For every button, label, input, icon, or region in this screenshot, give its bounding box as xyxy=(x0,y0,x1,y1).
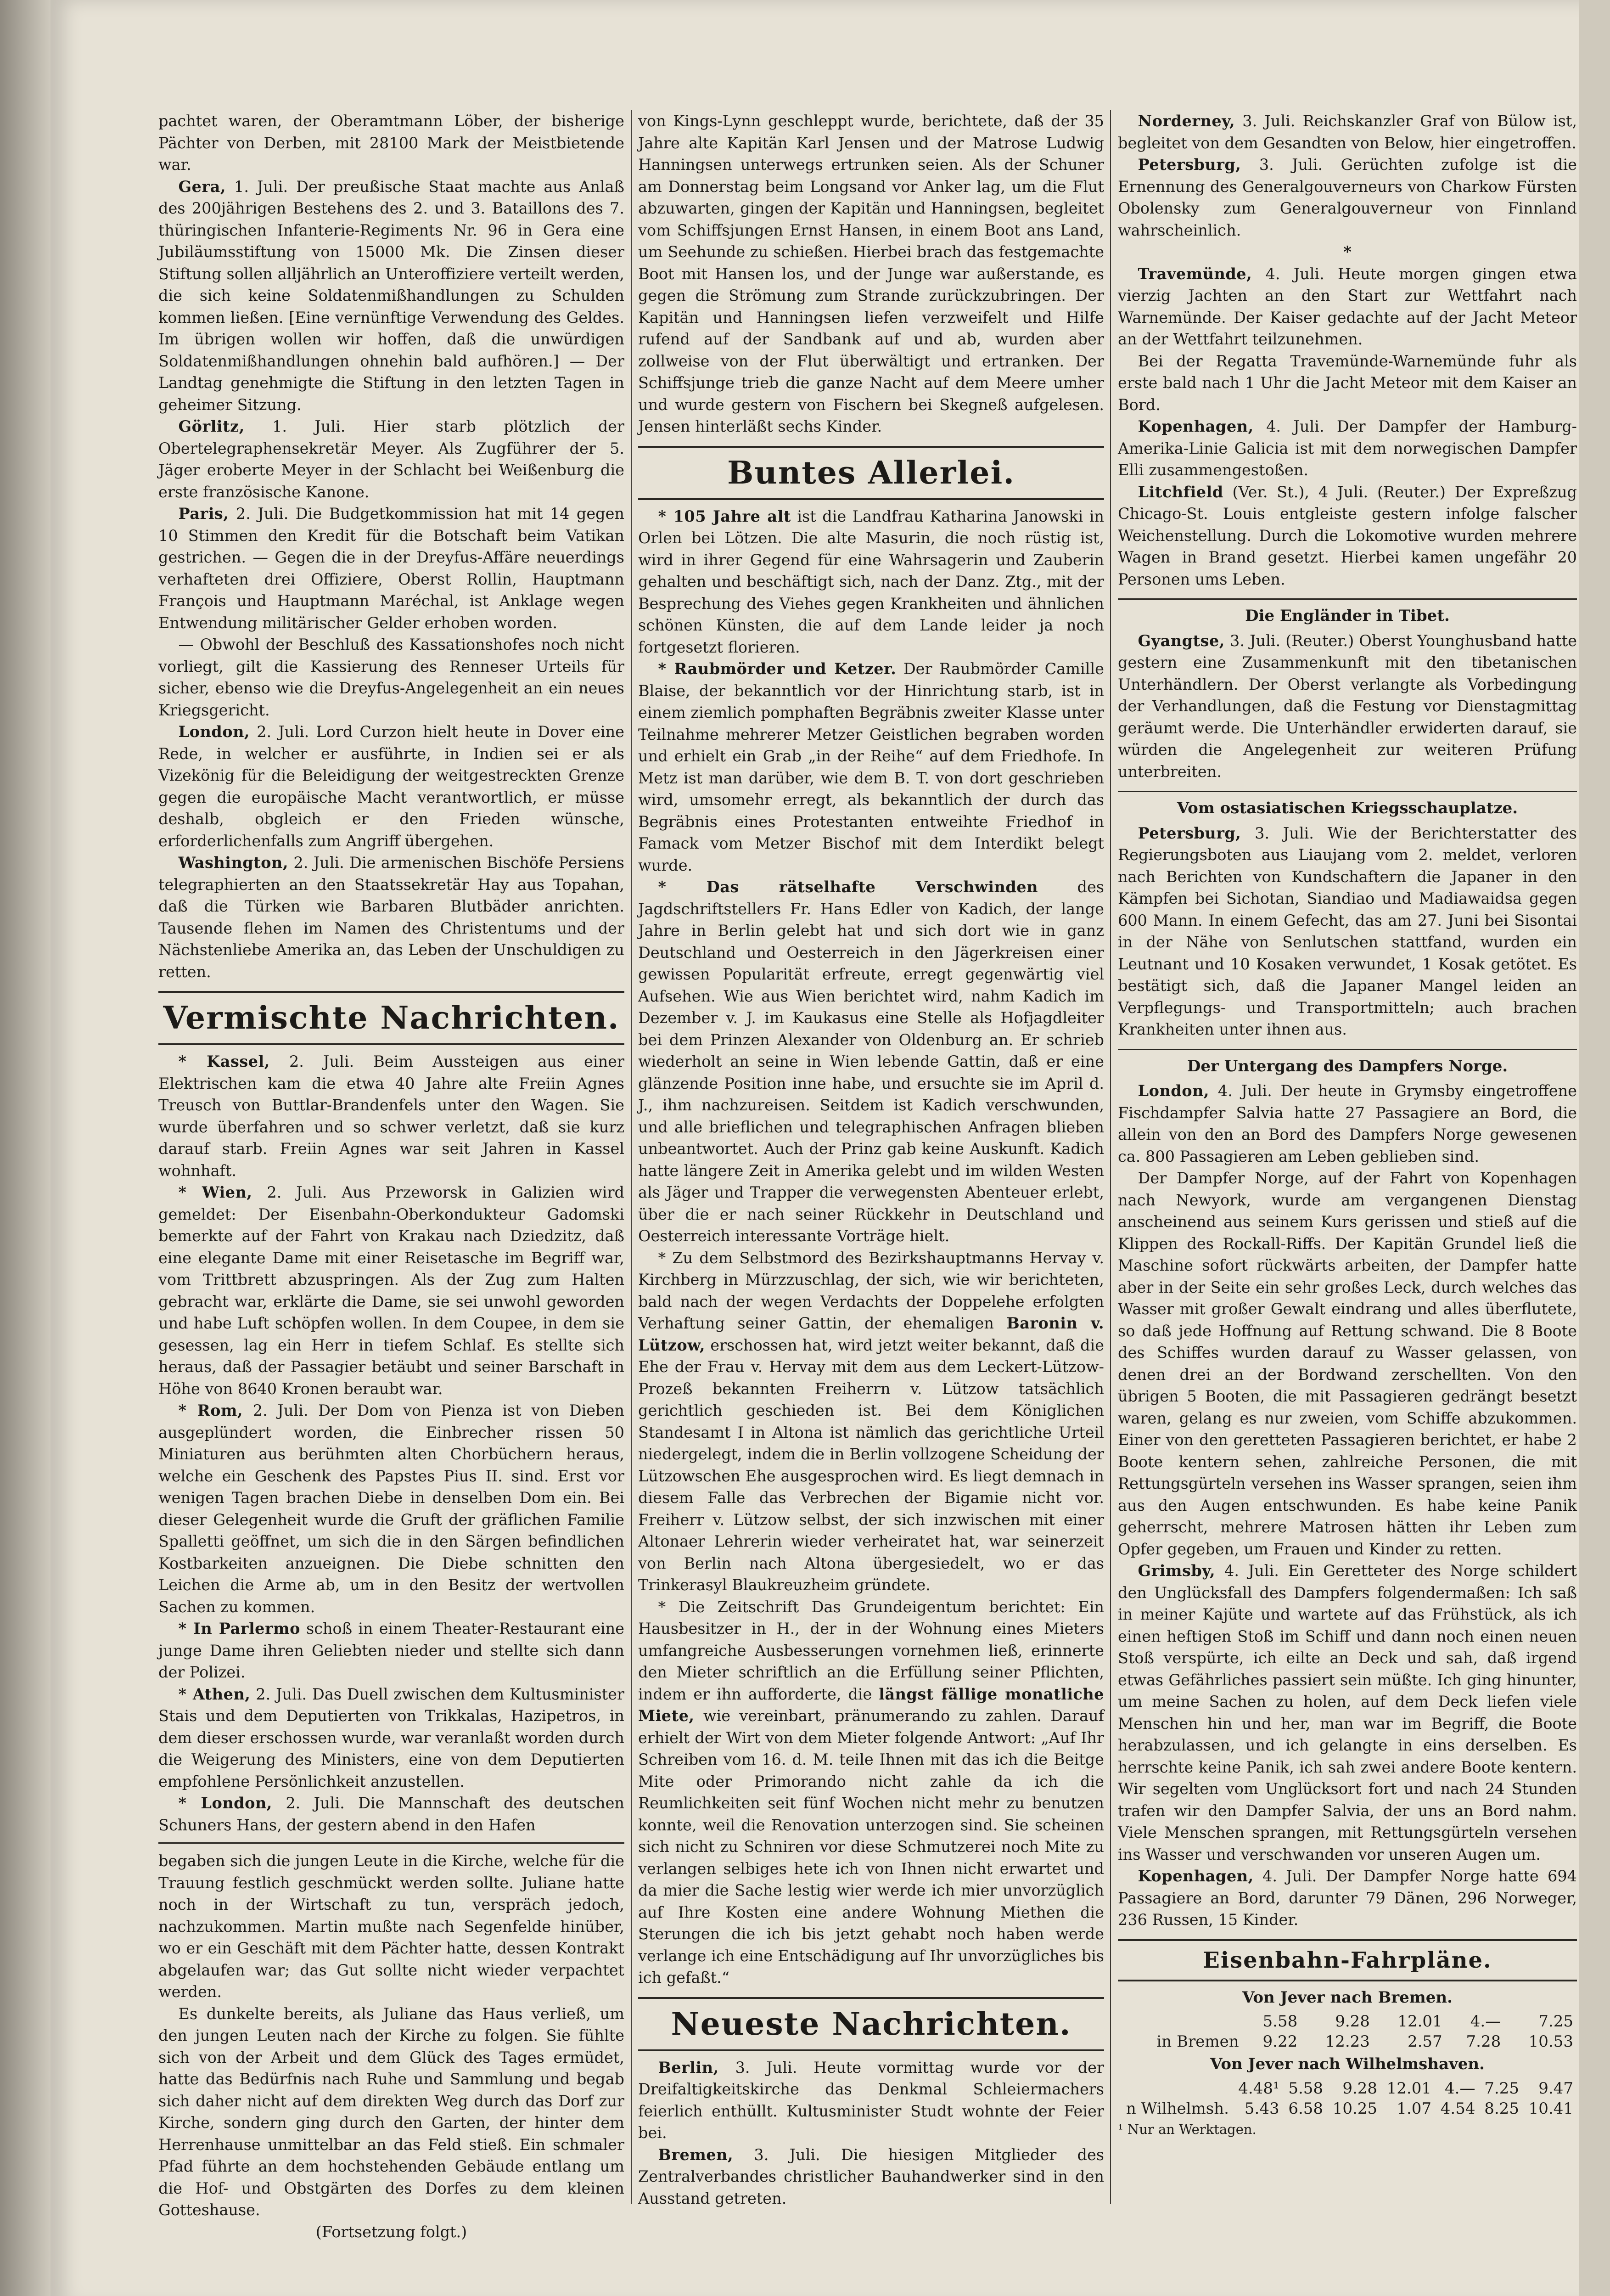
timetable-cell: 12.23 xyxy=(1325,2032,1370,2051)
news-item xyxy=(1118,481,1577,591)
dateline: Bremen, xyxy=(658,2145,734,2164)
separator-star: * xyxy=(1343,243,1352,261)
news-item xyxy=(1118,263,1577,350)
dateline: Washington, xyxy=(178,854,289,872)
news-text: 3. Juli. Heute vormittag wurde vor der Dreifaltigkeitskirche das Denkmal Schleiermachers feierlich enthüllt. Kultusminister Studt wohnte der Feier bei. xyxy=(638,2058,1104,2142)
news-item xyxy=(158,1683,624,1793)
news-text: 2. Juli. Die armenischen Bischöfe Persiens telegraphierten an den Staatssekretär Hay aus Topahan, daß die Türken wie Barbaren Blutbäder anrichten. Tausende flehen im Namen des Christentums und der Nächstenliebe Amerika an, das Leben der Unschuldigen zu retten. xyxy=(158,854,625,981)
timetable-cell: 10.53 xyxy=(1528,2032,1573,2051)
news-text: 4. Juli. Der Dampfer der Hamburg-Amerika-Linie Galicia ist mit dem norwegischen Dampfer Elli zusammengestoßen. xyxy=(1118,417,1577,479)
dateline: * Rom, xyxy=(178,1401,243,1419)
news-text: des Jagdschriftstellers Fr. Hans Edler von Kadich, der lange Jahre in Berlin gelebt hat und sich dort wie in ganz Deutschland und Oesterreich in den Jägerkreisen einer gewissen Popularität erfreute, erregt gegenwärtig viel Aufsehen. Wie aus Wien berichtet wird, nahm Kadich im Dezember v. J. im Kaukasus eine Stelle als Hofjagdleiter bei dem Prinzen Alexander von Oldenburg an. Er schrieb wiederholt an seine in Wien lebende Gattin, daß er eine glänzende Position inne habe, und ersuchte sie im April d. J., ihm nachzureisen. Seitdem ist Kadich verschwunden, und alle brieflichen und telegraphischen Anfragen blieben unbeantwortet. Auch der Prinz gab keine Auskunft. Kadich hatte längere Zeit in Amerika gelebt und im wilden Westen als Jäger und Trapper die verwegensten Abenteuer erlebt, über die er nach seiner Rückkehr in Deutschland und Oesterreich interessante Vorträge hielt. xyxy=(638,878,1104,1245)
dateline: Gyangtse, xyxy=(1138,631,1225,650)
timetable-row xyxy=(1118,2032,1577,2052)
news-text: 1. Juli. Der preußische Staat machte aus Anlaß des 200jährigen Bestehens des 2. und 3. Bataillons des 7. thüringischen Infanterie-Regiments Nr. 96 in Gera eine Jubiläumsstiftung von 15000 Mk. Die Zinsen dieser Stiftung sollen alljährlich an Unteroffiziere verteilt werden, die sich keine Soldatenmißhandlungen zu Schulden kommen ließen. [Eine vernünftige Verwendung des Geldes. Im übrigen wollen wir hoffen, daß die unwürdigen Soldatenmißhandlungen ohnehin bald aufhören.] — Der Landtag genehmigte die Stiftung in den letzten Tagen in geheimer Sitzung. xyxy=(158,177,624,414)
news-text: Der Raubmörder Camille Blaise, der bekanntlich vor der Hinrichtung starb, ist in einem ziemlich pomphaften Begräbnis zweiter Klasse unter Teilnahme mehrerer Metzer Geistlichen begraben worden und erhielt ein Grab „in der Reihe“ auf dem Friedhofe. In Metz ist man darüber, wie dem B. T. von dort geschrieben wird, umsomehr erregt, als bekanntlich der durch das Begräbnis eines Protestanten entweihte Friedhof in Famack vom Metzer Bischof mit dem Interdikt belegt wurde. xyxy=(638,660,1105,874)
timetable-cell: 5.58 xyxy=(1288,2079,1324,2098)
dateline: * In Parlermo xyxy=(178,1620,300,1638)
news-item xyxy=(158,1792,624,1836)
headline: Baronin v. Lützow, xyxy=(638,1314,1105,1354)
timetable-cell: 7.25 xyxy=(1538,2012,1573,2031)
timetable-cell: 7.28 xyxy=(1466,2032,1501,2051)
dateline: Berlin, xyxy=(658,2058,719,2077)
feuilleton-rule xyxy=(158,1842,624,1844)
timetable-footnote: ¹ Nur an Werktagen. xyxy=(1118,2121,1257,2137)
timetable xyxy=(1118,2078,1577,2119)
news-item xyxy=(638,1596,1104,1989)
timetable-cell: 4.— xyxy=(1445,2079,1475,2098)
news-text: 2. Juli. Die Budgetkommission hat mit 14 gegen 10 Stimmen den Kredit für die Botschaft beim Vatikan gestrichen. — Gegen die in der Dreyfus-Affäre neuerdings verhafteten drei Offiziere, Oberst Rollin, Hauptmann François und Hauptmann Maréchal, ist Anklage wegen Entwendung militärischer Gelder erhoben worden. xyxy=(158,505,624,632)
dateline: Petersburg, xyxy=(1138,824,1241,842)
timetable-row xyxy=(1118,2078,1577,2099)
headline: * Raubmörder und Ketzer. xyxy=(658,660,897,678)
news-item xyxy=(1118,1865,1577,1931)
news-text: ist die Landfrau Katharina Janowski in Orlen bei Lötzen. Die alte Masurin, die noch rüstig ist, wird in ihrer Gegend für eine Wahrsagerin und Zauberin gehalten und beschäftigt sich, nach der Danz. Ztg., mit der Besprechung des Viehes gegen Krankheiten und ähnlichen schönen Künsten, die auf dem Lande leider ja noch fortgesetzt florieren. xyxy=(638,507,1105,656)
headline: * Das rätselhafte Verschwinden xyxy=(658,878,1038,896)
news-text: 3. Juli. Wie der Berichterstatter des Regierungsboten aus Liaujang vom 2. meldet, verloren nach Berichten von Kundschaftern die Japaner in den Kämpfen bei Sichotan, Siandiao und Madiawaidsa gegen 600 Mann. In einem Gefecht, das am 27. Juni bei Sisontai in der Nähe von Senlutschen stattfand, wurden ein Leutnant und 10 Kosaken verwundet, 1 Kosak getötet. Es bestätigt sich, daß die Japaner Mangel leiden an Verpflegungs- und Transportmitteln; auch brachen Krankheiten unter ihnen aus. xyxy=(1118,824,1577,1038)
article-text: von Kings-Lynn geschleppt wurde, berichtete, daß der 35 Jahre alte Kapitän Karl Jensen und der Matrose Ludwig Hanningsen unterwegs ertrunken seien. Als der Schuner am Donnerstag beim Longsand vor Anker lag, um die Flut abzuwarten, gingen der Kapitän und Hanningsen, begleitet vom Schiffsjungen Ernst Hansen, in einem Boot ans Land, um Seehunde zu schießen. Hierbei brach das festgemachte Boot mit Hansen los, und der Junge war außerstande, es gegen die Strömung zum Strande zurückzubringen. Der Kapitän und Hanningsen liefen verzweifelt und Hilfe rufend auf der Sandbank auf und ab, wurden aber zollweise von der Flut überwältigt und ertranken. Der Schiffsjunge trieb die ganze Nacht auf dem Meere umher und wurde gestern von Fischern bei Skegneß aufgelesen. Jensen hinterläßt sechs Kinder. xyxy=(638,112,1104,435)
dateline: Görlitz, xyxy=(178,417,245,435)
news-item xyxy=(158,176,624,416)
section-heading: Vermischte Nachrichten. xyxy=(158,991,624,1045)
section-heading: Buntes Allerlei. xyxy=(638,446,1104,500)
news-item xyxy=(638,2057,1104,2144)
news-text: erschossen hat, wird jetzt weiter bekannt, daß die Ehe der Frau v. Hervay mit dem aus dem Leckert-Lützow-Prozeß bekannten Freiherrn v. Lützow tatsächlich gerichtlich geschieden ist. Bei dem Königlichen Standesamt I in Altona ist nämlich das gerichtliche Urteil niedergelegt, indem die in Berlin vollzogene Scheidung der Lützowschen Ehe ausgesprochen wird. Es liegt demnach in diesem Falle das Verbrechen der Bigamie nicht vor. Freiherr v. Lützow selbst, der sich inzwischen mit einer Altonaer Lehrerin wieder verheiratet hat, war seinerzeit von Berlin nach Altona übergesiedelt, wo er das Trinkerasyl Blaukreuzheim gründete. xyxy=(638,1336,1105,1594)
timetable-cell: 4.54 xyxy=(1440,2099,1475,2118)
news-item xyxy=(1118,110,1577,154)
timetable xyxy=(1118,2011,1577,2052)
news-text: (Ver. St.), 4 Juli. (Reuter.) Der Expreßzug Chicago-St. Louis entgleiste gestern infolge falscher Weichenstellung. Durch die Lokomotive wurden mehrere Wagen in Brand gesetzt. Hierbei kamen ungefähr 20 Personen ums Leben. xyxy=(1118,483,1577,588)
news-text: 3. Juli. (Reuter.) Oberst Younghusband hatte gestern eine Zusammenkunft mit den tibetanischen Unterhändlern. Der Oberst verlangte als Vorbedingung der Verhandlungen, daß die Festung vor Dienstagmittag geräumt werde. Die Unterhändler erwiderten darauf, sie würden die Angelegenheit zur weiteren Prüfung unterbreiten. xyxy=(1118,631,1577,781)
dateline: Petersburg, xyxy=(1138,156,1241,174)
news-text: 3. Juli. Die hiesigen Mitglieder des Zentralverbandes christlicher Bauhandwerker sind in den Ausstand getreten. xyxy=(638,2145,1104,2207)
news-text: * Zu dem Selbstmord des Bezirkshauptmanns Hervay v. Kirchberg in Mürzzuschlag, der sich, wie wir berichteten, bald nach der wegen Verdachts der Doppelehe erfolgten Verhaftung seiner Gattin, der ehemaligen xyxy=(638,1249,1104,1332)
article-text: pachtet waren, der Oberamtmann Löber, der bisherige Pächter von Derben, mit 28100 Mark der Meistbietende war. xyxy=(158,112,624,174)
news-item xyxy=(1118,416,1577,481)
timetable-cell: 12.01 xyxy=(1397,2012,1442,2031)
news-item xyxy=(158,1618,624,1683)
news-text: 2. Juli. Die Mannschaft des deutschen Schuners Hans, der gestern abend in den Hafen xyxy=(158,1794,625,1834)
timetable-cell: 7.25 xyxy=(1484,2079,1519,2098)
news-text: * Die Zeitschrift Das Grundeigentum berichtet: Ein Hausbesitzer in H., der in der Wohnung eines Mieters umfangreiche Ausbesserungen vornehmen ließ, erinnerte den Mieter schriftlich an die Erfüllung seiner Pflichten, indem er ihn aufforderte, die xyxy=(638,1598,1104,1703)
news-text: 2. Juli. Aus Przeworsk in Galizien wird gemeldet: Der Eisenbahn-Oberkondukteur Gadomski bemerkte auf der Fahrt von Krakau nach Dziedzitz, daß eine elegante Dame mit einer Reisetasche im Begriff war, vom Trittbrett abzuspringen. Als der Zug zum Halten gebracht war, erklärte die Dame, sie sei unwohl geworden und habe Luft schöpfen wollen. In dem Coupee, in dem sie gesessen, lag ein Herr in tiefem Schlaf. Es stellte sich heraus, daß der Passagier betäubt und seiner Barschaft in Höhe von 8640 Kronen beraubt war. xyxy=(158,1183,624,1398)
timetable-cell: in Bremen xyxy=(1156,2032,1239,2051)
news-item xyxy=(158,852,624,983)
timetable-cell: 10.25 xyxy=(1332,2099,1378,2118)
news-item xyxy=(638,2144,1104,2210)
news-item xyxy=(638,876,1104,1247)
news-text: Bei der Regatta Travemünde-Warnemünde fuhr als erste bald nach 1 Uhr die Jacht Meteor mit dem Kaiser an Bord. xyxy=(1118,352,1577,414)
timetable-row xyxy=(1118,2099,1577,2119)
news-text: 2. Juli. Beim Aussteigen aus einer Elektrischen kam die etwa 40 Jahre alte Freiin Agnes Treusch von Buttlar-Brandenfels unter den Wagen. Sie wurde überfahren und so schwer verletzt, daß sie kurz darauf starb. Freiin Agnes war seit Jahren in Kassel wohnhaft. xyxy=(158,1052,624,1180)
timetable-heading: Eisenbahn-Fahrpläne. xyxy=(1118,1939,1577,1981)
news-text: Der Dampfer Norge, auf der Fahrt von Kopenhagen nach Newyork, wurde am vergangenen Dienstag anscheinend aus seinem Kurs gerissen und stieß auf die Klippen des Rockall-Riffs. Der Kapitän Grundel ließ die Maschine sofort rückwärts arbeiten, der Dampfer hatte aber in der Seite ein sehr großes Leck, durch welches das Wasser mit großer Gewalt eindrang und alles überflutete, so daß jede Hoffnung auf Rettung schwand. Die 8 Boote des Schiffes wurden darauf zu Wasser gelassen, von denen drei an der Bordwand zerschellten. Von den übrigen 5 Booten, die mit Passagieren gedrängt besetzt waren, gelang es nur zweien, vom Schiffe abzukommen. Einer von den geretteten Passagieren berichtet, er habe 2 Boote kentern sehen, zahlreiche Personen, die mit Rettungsgürteln versehen ins Wasser sprangen, seien ihm aus den Augen entschwunden. Es habe keine Panik geherrscht, mehrere Matrosen hätten ihr Leben zum Opfer gegeben, um Frauen und Kinder zu retten. xyxy=(1118,1169,1577,1558)
dateline: Kopenhagen, xyxy=(1138,417,1254,435)
timetable-cell: 4.— xyxy=(1470,2012,1501,2031)
headline: * 105 Jahre alt xyxy=(658,507,791,525)
news-item xyxy=(158,721,624,852)
news-text: 4. Juli. Der Dampfer Norge hatte 694 Passagiere an Bord, darunter 79 Dänen, 296 Norweger, 236 Russen, 15 Kinder. xyxy=(1118,1867,1577,1929)
timetable-cell: n Wilhelmsh. xyxy=(1126,2099,1229,2118)
news-text: wie vereinbart, pränumerando zu zahlen. Darauf erhielt der Wirt von dem Mieter folgende Antwort: „Auf Ihr Schreiben vom 16. d. M. teile Ihnen mit das ich die Beitge Mite oder Primorando nicht zahle da ich die Reumlichkeiten seit fünf Wochen nicht mehr zu benutzen konnte, weil die Renovation unterzogen sind. Sie scheinen sich nicht zu Schniren vor diese Schmutzerei noch Mite zu verlangen selbiges hete ich von Ihnen nicht erwartet und da mier die Sache lestig wier werde ich mier unvorzüglich auf Ihre Kosten eine andere Wohnung Miethen die Sterungen die ich bis jetzt gehabt noch haben werde verlange ich eine Entschädigung auf Ihr unvorzügliches bis ich gefaßt.“ xyxy=(638,1707,1104,1986)
timetable-cell: 9.22 xyxy=(1262,2032,1298,2051)
dateline: Litchfield xyxy=(1138,483,1223,501)
column-right xyxy=(1118,110,1577,2140)
feuilleton-text: begaben sich die jungen Leute in die Kirche, welche für die Trauung festlich geschmückt werden sollte. Juliane hatte noch in der Wirtschaft zu tun, verspräch jedoch, nachzukommen. Martin mußte nach Segenfelde hinüber, wo er ein Geschäft mit dem Pächter hatte, dessen Kontrakt abgelaufen war; das Gut sollte nicht wieder verpachtet werden. xyxy=(158,1852,624,2001)
timetable-row xyxy=(1118,2011,1577,2032)
dateline: * Kassel, xyxy=(178,1052,270,1070)
timetable-cell: 2.57 xyxy=(1407,2032,1442,2051)
news-item xyxy=(1118,822,1577,1041)
dateline: Kopenhagen, xyxy=(1138,1867,1254,1885)
dateline: * London, xyxy=(178,1794,272,1812)
subheading: Vom ostasiatischen Kriegsschauplatze. xyxy=(1118,791,1577,820)
dateline: London, xyxy=(178,723,250,741)
timetable-route: Von Jever nach Wilhelmshaven. xyxy=(1210,2055,1485,2073)
dateline: * Wien, xyxy=(178,1183,252,1201)
subheading: Der Untergang des Dampfers Norge. xyxy=(1118,1049,1577,1078)
news-item xyxy=(158,1400,624,1618)
dateline: * Athen, xyxy=(178,1685,251,1703)
subheading: Die Engländer in Tibet. xyxy=(1118,598,1577,627)
timetable-cell: 5.58 xyxy=(1262,2012,1298,2031)
news-text: 3. Juli. Reichskanzler Graf von Bülow ist, begleitet von dem Gesandten von Below, hier eingetroffen. xyxy=(1118,112,1577,152)
news-item xyxy=(158,416,624,503)
news-text: 4. Juli. Der heute in Grymsby eingetroffene Fischdampfer Salvia hatte 27 Passagiere an Bord, die allein von den an Bord des Dampfers Norge gewesenen ca. 800 Passagieren am Leben geblieben sind. xyxy=(1118,1082,1577,1165)
news-text: 2. Juli. Der Dom von Pienza ist von Dieben ausgeplündert worden, die Einbrecher rissen 50 Miniaturen aus berühmten alten Chorbüchern heraus, welche ein Geschenk des Papstes Pius II. sind. Erst vor wenigen Tagen brachen Diebe in denselben Dom ein. Bei dieser Gelegenheit wurde die Gruft der gräflichen Familie Spalletti geöffnet, um sich die in den Särgen befindlichen Kostbarkeiten anzueignen. Die Diebe schnitten den Leichen die Arme ab, um in den Besitz der wertvollen Sachen zu kommen. xyxy=(158,1401,624,1616)
timetable-cell xyxy=(1118,2078,1233,2099)
section-heading: Neueste Nachrichten. xyxy=(638,1997,1104,2051)
timetable-cell: 10.41 xyxy=(1528,2099,1573,2118)
feuilleton-text: Es dunkelte bereits, als Juliane das Haus verließ, um den jungen Leuten nach der Kirche zu folgen. Sie fühlte sich von der Arbeit und dem Glück des Tages ermüdet, hatte das Bedürfnis nach Ruhe und Sammlung und begab sich daher nicht auf dem direkten Weg durch das Dorf zur Kirche, sondern ging durch den Garten, der hinter dem Herrenhause unmittelbar an das Feld stieß. Ein schmaler Pfad führte an dem hochstehenden Gebäude entlang um die Hof- und Obstgärten des Dorfes zu dem kleinen Gotteshause. xyxy=(158,2004,624,2219)
timetable-cell: 8.25 xyxy=(1484,2099,1519,2118)
timetable-cell: 9.47 xyxy=(1538,2079,1573,2098)
news-text: 1. Juli. Hier starb plötzlich der Obertelegraphensekretär Meyer. Als Zugführer der 5. Jäger eroberte Meyer in der Schlacht bei Weißenburg die erste französische Kanone. xyxy=(158,417,624,501)
news-item xyxy=(158,1051,624,1182)
news-item xyxy=(1118,630,1577,783)
dateline: Paris, xyxy=(178,505,229,523)
timetable-route: Von Jever nach Bremen. xyxy=(1242,1988,1453,2007)
timetable-cell xyxy=(1118,2011,1243,2032)
column-left xyxy=(158,110,624,2243)
timetable-cell: 9.28 xyxy=(1342,2079,1378,2098)
news-item xyxy=(1118,1560,1577,1865)
news-text: 3. Juli. Gerüchten zufolge ist die Ernennung des Generalgouverneurs von Charkow Fürsten Obolensky zum Generalgouverneur von Finnland wahrscheinlich. xyxy=(1118,156,1577,239)
continuation-note: (Fortsetzung folgt.) xyxy=(315,2223,467,2241)
news-item xyxy=(638,1247,1104,1596)
column-rule xyxy=(1110,110,1111,2204)
news-item xyxy=(638,658,1104,876)
timetable-cell: 9.28 xyxy=(1335,2012,1370,2031)
column-middle xyxy=(638,110,1104,2209)
news-text: schoß in einem Theater-Restaurant eine junge Dame ihren Geliebten nieder und stellte sich dann der Polizei. xyxy=(158,1620,625,1681)
news-text: 4. Juli. Heute morgen gingen etwa vierzig Jachten an den Start zur Wettfahrt nach Warnemünde. Der Kaiser gedachte auf der Jacht Meteor an der Wettfahrt teilzunehmen. xyxy=(1118,264,1577,348)
column-rule xyxy=(631,110,632,2204)
dateline: Norderney, xyxy=(1138,112,1235,130)
news-item xyxy=(1118,154,1577,241)
page-binding xyxy=(0,0,50,2296)
news-item xyxy=(1118,1080,1577,1167)
news-item xyxy=(638,506,1104,658)
headline: längst fällige monatliche Miete, xyxy=(638,1685,1104,1725)
dateline: Gera, xyxy=(178,177,226,196)
timetable-cell: 12.01 xyxy=(1386,2079,1432,2098)
news-text: 2. Juli. Lord Curzon hielt heute in Dover eine Rede, in welcher er ausführte, in Indien sei er als Vizekönig für die Beleidigung der weitgestreckten Grenze gegen die europäische Macht verantwortlich, er müsse deshalb, obgleich er den Frieden wünsche, erforderlichenfalls zum Angriff übergehen. xyxy=(158,723,624,850)
news-text: 2. Juli. Das Duell zwischen dem Kultusminister Stais und dem Deputierten von Trikkalas, Hazipetros, in dem dieser erschossen wurde, war veranlaßt worden durch die Weigerung des Ministers, eine von dem Deputierten empfohlene Persönlichkeit anzustellen. xyxy=(158,1685,625,1790)
news-text: 4. Juli. Ein Geretteter des Norge schildert den Unglücksfall des Dampfers folgendermaßen: Ich saß in meiner Kajüte und wartete auf das Frühstück, als ich einen heftigen Stoß im Schiff und dann noch einen neuen Stoß verspürte, ich eilte an Deck und sah, daß irgend etwas Gefährliches passiert sein müßte. Ich ging hinunter, um meine Sachen zu holen, auf dem Deck liefen viele Menschen hin und her, man war im Begriff, die Boote herabzulassen, und ich gelangte in eins derselben. Es herrschte keine Panik, ich sah zwei andere Boote kentern. Wir segelten vom Unglücksort fort und nach 24 Stunden trafen wir den Dampfer Salvia, der uns an Bord nahm. Viele Menschen sprangen, mit Rettungsgürteln versehen ins Wasser und verschwanden vor unseren Augen um. xyxy=(1118,1562,1577,1863)
timetable-cell: 4.48¹ xyxy=(1238,2079,1279,2098)
timetable-cell: 1.07 xyxy=(1397,2099,1432,2118)
timetable-cell: 5.43 xyxy=(1244,2099,1279,2118)
news-item xyxy=(158,503,624,634)
dateline: London, xyxy=(1138,1082,1210,1100)
dateline: Travemünde, xyxy=(1138,264,1252,283)
dateline: Grimsby, xyxy=(1138,1562,1216,1580)
timetable-cell: 6.58 xyxy=(1288,2099,1324,2118)
news-text: — Obwohl der Beschluß des Kassationshofes noch nicht vorliegt, gilt die Kassierung des Renneser Urteils für sicher, ebenso wie die Dreyfus-Angelegenheit an ein neues Kriegsgericht. xyxy=(158,636,624,719)
page-edge xyxy=(1579,0,1610,2296)
news-item xyxy=(158,1182,624,1400)
